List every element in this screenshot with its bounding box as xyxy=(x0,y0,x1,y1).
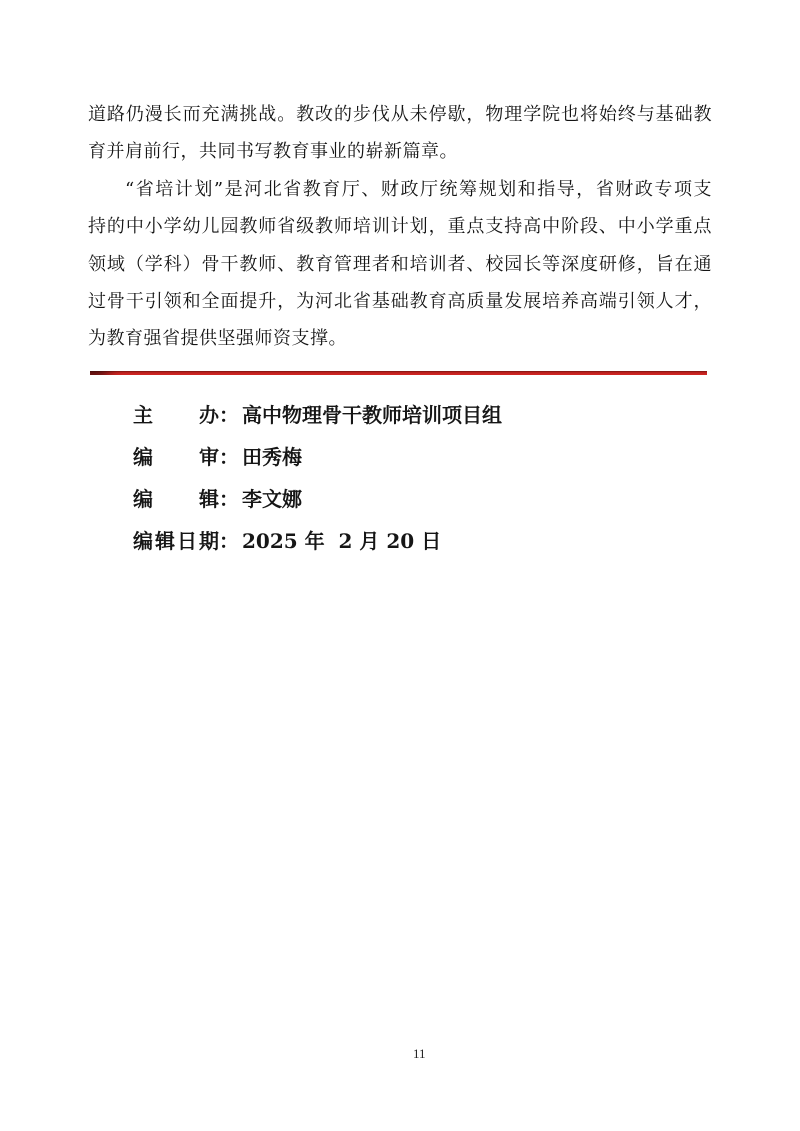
meta-row xyxy=(133,434,502,476)
meta-label xyxy=(133,441,219,470)
meta-label-char: 编 xyxy=(133,528,153,553)
meta-label-char: 期 xyxy=(199,528,219,553)
meta-label xyxy=(133,525,219,554)
body-line: 育并肩前行，共同书写教育事业的崭新篇章。 xyxy=(88,141,458,163)
body-line: “省培计划”是河北省教育厅、财政厅统筹规划和指导，省财政专项支 xyxy=(125,178,712,200)
meta-label xyxy=(133,483,219,512)
meta-label xyxy=(133,399,219,428)
meta-colon: ： xyxy=(219,444,239,469)
meta-row xyxy=(133,518,502,560)
meta-colon: ： xyxy=(219,402,239,427)
meta-value: 李文娜 xyxy=(242,486,302,511)
meta-label-char: 编 xyxy=(133,486,153,511)
meta-label-char: 辑 xyxy=(199,486,219,511)
meta-row xyxy=(133,392,502,434)
body-line: 过骨干引领和全面提升，为河北省基础教育高质量发展培养高端引领人才， xyxy=(88,291,712,313)
red-divider-line xyxy=(90,371,707,375)
meta-label-char: 日 xyxy=(177,528,197,553)
body-line: 道路仍漫长而充满挑战。教改的步伐从未停歇，物理学院也将始终与基础教 xyxy=(88,104,712,125)
body-line: 领域（学科）骨干教师、教育管理者和培训者、校园长等深度研修，旨在通 xyxy=(88,253,712,275)
body-line: 为教育强省提供坚强师资支撑。 xyxy=(88,328,347,350)
meta-colon: ： xyxy=(219,528,239,553)
meta-label-char: 办 xyxy=(199,402,219,427)
body-line: 持的中小学幼儿园教师省级教师培训计划，重点支持高中阶段、中小学重点 xyxy=(88,216,712,238)
meta-value: 2025 年 2 月 20 日 xyxy=(242,528,442,553)
meta-label-char: 主 xyxy=(133,402,153,427)
meta-label-char: 辑 xyxy=(155,528,175,553)
meta-value: 高中物理骨干教师培训项目组 xyxy=(242,402,502,427)
meta-colon: ： xyxy=(219,486,239,511)
meta-row xyxy=(133,476,502,518)
meta-label-char: 审 xyxy=(199,444,219,469)
page-number: 11 xyxy=(413,1046,426,1061)
body-paragraphs xyxy=(88,96,712,358)
credits-block xyxy=(133,392,502,560)
meta-label-char: 编 xyxy=(133,444,153,469)
meta-value: 田秀梅 xyxy=(242,444,302,469)
